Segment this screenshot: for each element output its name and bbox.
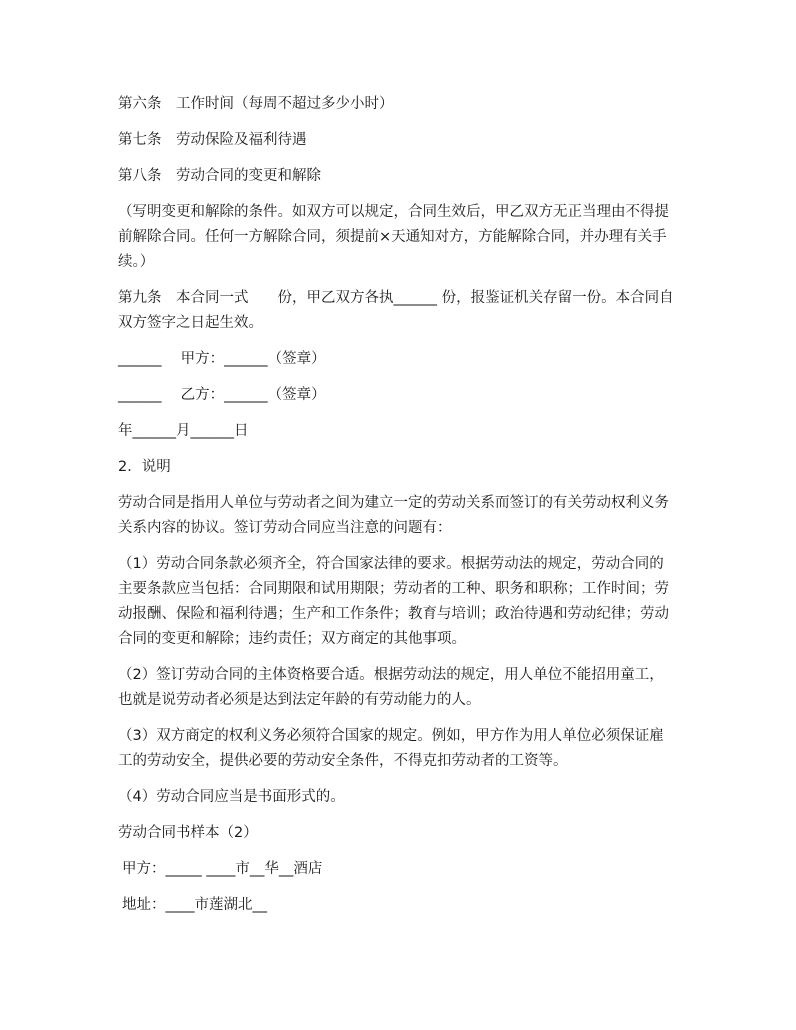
article-8-note: （写明变更和解除的条件。如双方可以规定，合同生效后，甲乙双方无正当理由不得提前解除合同。任何一方解除合同，须提前×天通知对方，方能解除合同，并办理有关手续。） [118,204,669,270]
explanation-point-1: （1）劳动合同条款必须齐全，符合国家法律的要求。根据劳动法的规定，劳动合同的主要条款应当包括：合同期限和试用期限；劳动者的工种、职务和职称；工作时间；劳动报酬、保险和福利待遇；生产和工作条件；教育与培训；政治待遇和劳动纪律；劳动合同的变更和解除；违约责任；双方商定的其他事项。 [118,556,669,647]
article-6: 第六条 工作时间（每周不超过多少小时） [118,96,394,112]
sample-title: 劳动合同书样本（2） [118,825,258,841]
section-heading-explanation: 2．说明 [118,459,171,475]
article-7: 第七条 劳动保险及福利待遇 [118,132,307,148]
sample-address: 地址：____市莲湖北__ [122,897,267,913]
signature-party-a: ______ 甲方：______（签章） [118,351,326,367]
explanation-point-2: （2）签订劳动合同的主体资格要合适。根据劳动法的规定，用人单位不能招用童工，也就是说劳动者必须是达到法定年龄的有劳动能力的人。 [118,667,664,708]
article-8: 第八条 劳动合同的变更和解除 [118,168,321,184]
signature-party-b: ______ 乙方：______（签章） [118,387,326,403]
document-body [118,92,678,929]
explanation-point-3: （3）双方商定的权利义务必须符合国家的规定。例如，甲方作为用人单位必须保证雇工的劳动安全，提供必要的劳动安全条件，不得克扣劳动者的工资等。 [118,728,664,769]
explanation-intro: 劳动合同是指用人单位与劳动者之间为建立一定的劳动关系而签订的有关劳动权利义务关系内容的协议。签订劳动合同应当注意的问题有： [118,495,669,536]
explanation-point-4: （4）劳动合同应当是书面形式的。 [118,789,345,805]
sample-party-a: 甲方：_____ ____市__华__酒店 [122,861,323,877]
signature-date: 年______月______日 [118,423,249,439]
article-9: 第九条 本合同一式 份，甲乙双方各执______ 份，报鉴证机关存留一份。本合同自双方签字之日起生效。 [118,290,674,331]
